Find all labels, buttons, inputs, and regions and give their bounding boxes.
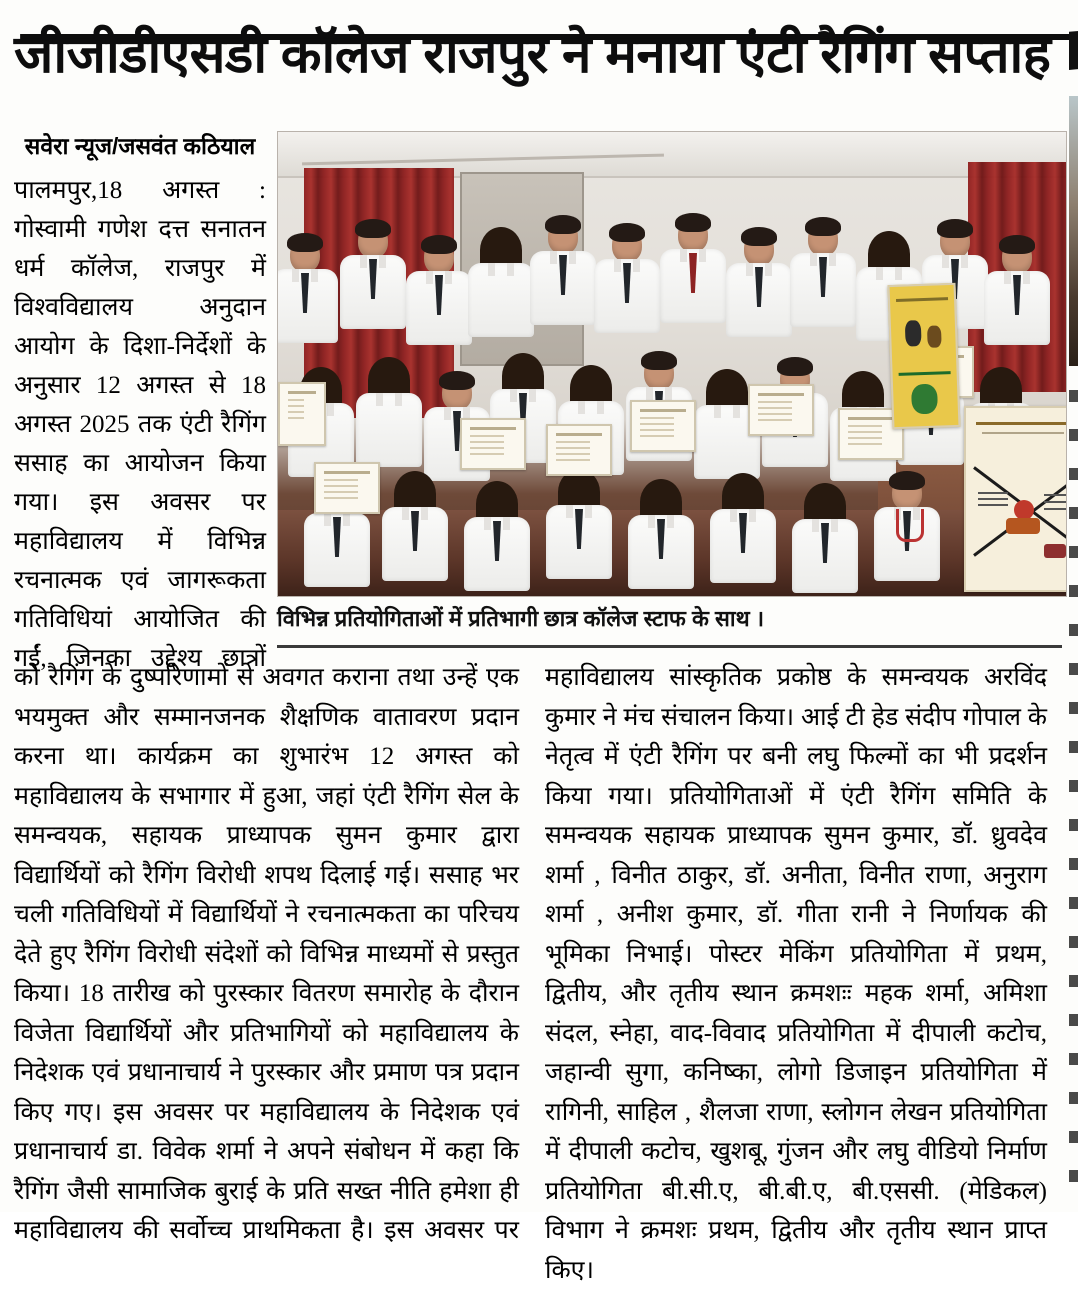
photo-crowd-row-front (278, 450, 1066, 597)
lead-paragraph (14, 171, 266, 678)
certificate (748, 384, 814, 436)
page-title: जीजीडीएसडी कॉलेज राजपुर ने मनाया एंटी रैगिंग सप्ताह (14, 22, 1075, 94)
drawing-sheet (278, 382, 326, 446)
page-right-margin (1078, 0, 1083, 1212)
certificate (314, 462, 380, 514)
byline: सवेरा न्यूज/जसवंत कठियाल (24, 133, 256, 159)
body-column-left: को रैगिंग के दुष्परिणामों से अवगत कराना तथा उन्हें एक भयमुक्त और सम्मानजनक शैक्षणिक वातावरण प्रदान करना था। कार्यक्रम का शुभारंभ 12 अगस्त को महाविद्यालय के सभागार में हुआ, जहां एंटी रैगिंग सेल के समन्वयक, सहायक प्राध्यापक सुमन कुमार द्वारा विद्यार्थियों को रैगिंग विरोधी शपथ दिलाई गई। ससाह भर चली गतिविधियों में विद्यार्थियों ने रचनात्मकता का परिचय देते हुए रैगिंग विरोधी संदेशों को विभिन्न माध्यमों से प्रस्तुत किया। 18 तारीख को पुरस्कार वितरण समारोह के दौरान विजेता विद्यार्थियों और प्रतिभागियों को महाविद्यालय के निदेशक एवं प्रधानाचार्य ने पुरस्कार और प्रमाण पत्र प्रदान किए गए। इस अवसर पर महाविद्यालय के निदेशक एवं प्रधानाचार्य डा. विवेक शर्मा ने अपने संबोधन में कहा कि रैगिंग जैसी सामाजिक बुराई के प्रति सख्त नीति हमेशा ही महाविद्यालय की सर्वोच्च प्राथमिकता है। इस अवसर पर (14, 664, 519, 1244)
certificate (630, 400, 696, 452)
anti-ragging-poster-yellow (888, 283, 961, 429)
dateline: पालमपुर,18 अगस्त : (14, 177, 266, 204)
certificate (546, 424, 612, 476)
lead-body: गोस्वामी गणेश दत्त सनातन धर्म कॉलेज, राजपुर में विश्वविद्यालय अनुदान आयोग के दिशा-निर्देशों के अनुसार 12 अगस्त से 18 अगस्त 2025 तक एंटी रैगिंग ससाह का आयोजन किया गया। इस अवसर पर महाविद्यालय में विभिन्न रचनात्मक एवं जागरूकता गतिविधियां आयोजित की गईं, जिनका उद्देश्य छात्रों (14, 216, 266, 672)
article-photo (277, 131, 1067, 597)
anti-ragging-poster-main (964, 406, 1067, 592)
lead-column (14, 130, 266, 678)
body-column-right: महाविद्यालय सांस्कृतिक प्रकोष्ठ के समन्वयक अरविंद कुमार ने मंच संचालन किया। आई टी हेड संदीप गोपाल के नेतृत्व में एंटी रैगिंग पर बनी लघु फिल्मों का भी प्रदर्शन किया गया। प्रतियोगिताओं में एंटी रैगिंग समिति के समन्वयक सहायक प्राध्यापक सुमन कुमार, डॉ. ध्रुवदेव शर्मा , विनीत ठाकुर, डॉ. अनीता, विनीत राणा, अनुराग शर्मा , अनीश कुमार, डॉ. गीता रानी ने निर्णायक की भूमिका निभाई। पोस्टर मेकिंग प्रतियोगिता में प्रथम, द्वितीय, और तृतीय स्थान क्रमशःः महक शर्मा, अमिशा संदल, स्नेहा, वाद-विवाद प्रतियोगिता में दीपाली कटोच, जहान्वी सुगा, कनिष्का, लोगो डिजाइन प्रतियोगिता में रागिनी, साहिल , शैलजा राणा, स्लोगन लेखन प्रतियोगिता में दीपाली कटोच, खुशबू, गुंजन और लघु वीडियो निर्माण प्रतियोगिता बी.सी.ए, बी.बी.ए, बी.एससी. (मेडिकल) विभाग ने क्रमशः प्रथम, द्वितीय और तृतीय स्थान प्राप्त किए। (545, 664, 1047, 1284)
caption-divider-rule (277, 645, 1062, 648)
photo-caption: विभिन्न प्रतियोगिताओं में प्रतिभागी छात्र कॉलेज स्टाफ के साथ । (277, 606, 765, 631)
certificate (460, 418, 526, 470)
